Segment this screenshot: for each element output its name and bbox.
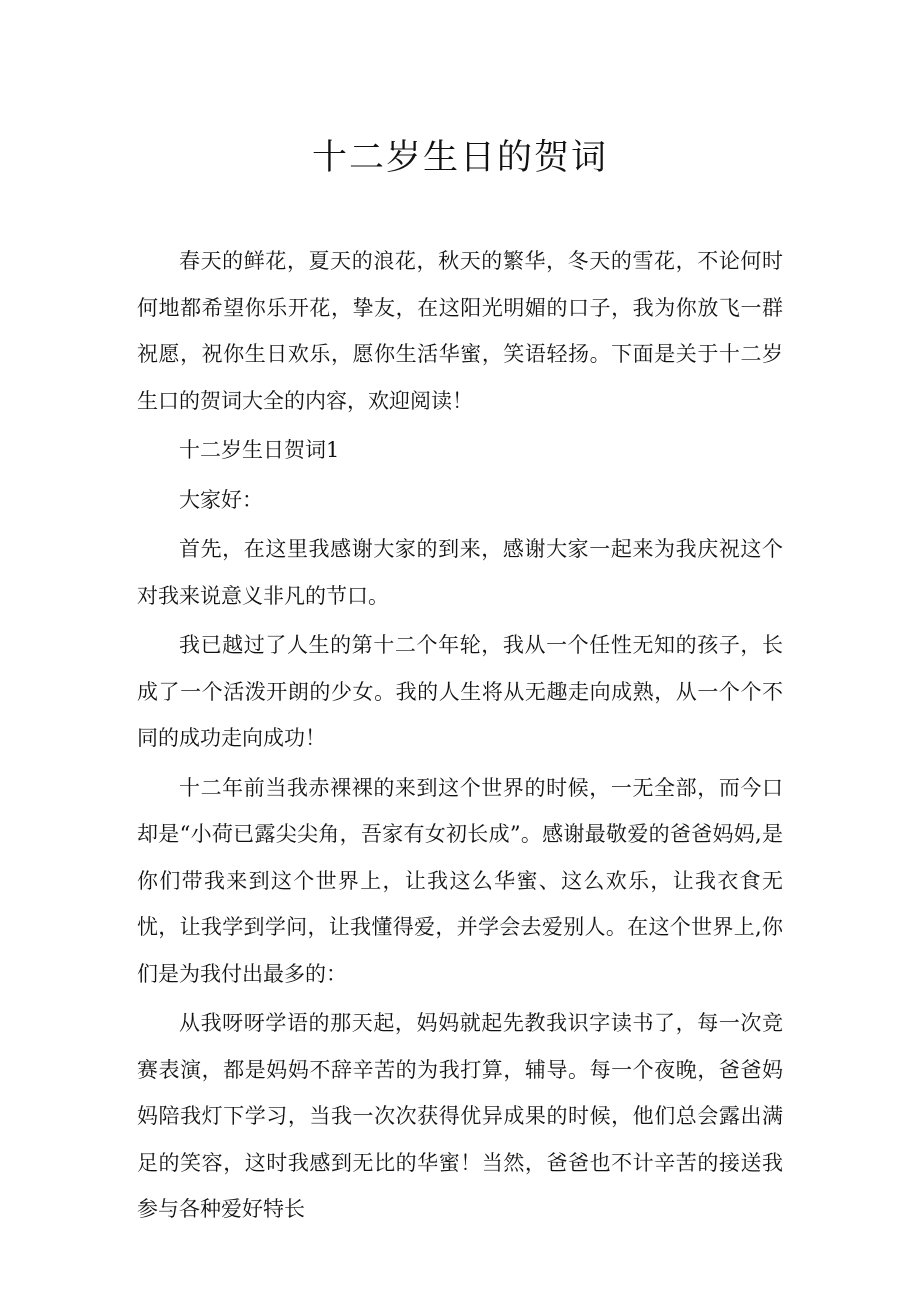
section-heading: 十二岁生日贺词1 bbox=[179, 438, 340, 462]
paragraph-memories: 从我呀呀学语的那天起，妈妈就起先教我识字读书了，每一次竞赛表演，都是妈妈不辞辛苦的为我打算，辅导。每一个夜晚，爸爸妈妈陪我灯下学习，当我一次次获得优异成果的时候，他们总会露出满足的笑容，这时我感到无比的华蜜！当然，爸爸也不计辛苦的接送我参与各种爱好特长 bbox=[137, 1011, 783, 1221]
paragraph-intro: 春天的鲜花，夏天的浪花，秋天的繁华，冬天的雪花，不论何时何地都希望你乐开花，挚友，在这阳光明媚的口子，我为你放飞一群祝愿，祝你生日欢乐，愿你生活华蜜，笑语轻扬。下面是关于十二岁生口的贺词大全的内容，欢迎阅读！ bbox=[137, 249, 783, 413]
paragraph-thanks: 首先，在这里我感谢大家的到来，感谢大家一起来为我庆祝这个对我来说意义非凡的节口。 bbox=[137, 537, 783, 608]
paragraph-parents: 十二年前当我赤裸裸的来到这个世界的时候，一无全部，而今口却是“小荷已露尖尖角，吾家有女初长成”。感谢最敬爱的爸爸妈妈,是你们带我来到这个世界上，让我这么华蜜、这么欢乐，让我衣食无忧，让我学到学问，让我懂得爱，并学会去爱别人。在这个世界上,你们是为我付出最多的： bbox=[137, 775, 783, 986]
paragraph-growth: 我已越过了人生的第十二个年轮，我从一个任性无知的孩子，长成了一个活泼开朗的少女。我的人生将从无趣走向成熟，从一个个不同的成功走向成功！ bbox=[137, 633, 783, 750]
paragraph-greeting: 大家好： bbox=[179, 487, 263, 512]
document-body bbox=[137, 238, 783, 1236]
document-title: 十二岁生日的贺词 bbox=[311, 138, 608, 178]
